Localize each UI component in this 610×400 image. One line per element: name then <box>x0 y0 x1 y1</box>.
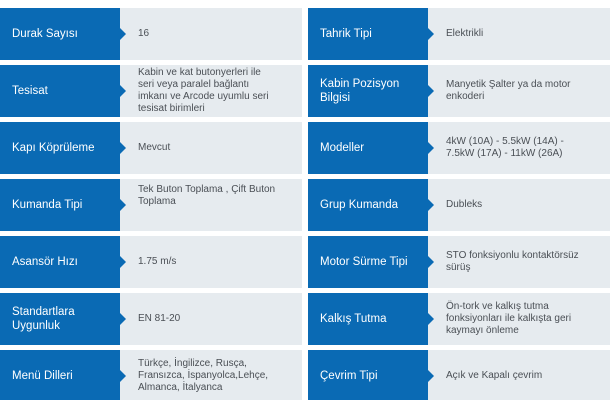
spec-label: Asansör Hızı <box>0 236 120 288</box>
arrow-marker <box>120 313 126 325</box>
spec-value: Manyetik Şalter ya da motor enkoderi <box>428 65 610 117</box>
arrow-marker <box>428 256 434 268</box>
spec-label: Tesisat <box>0 65 120 117</box>
spec-value: Ön-tork ve kalkış tutma fonksiyonları ile kalkışta geri kaymayı önleme <box>428 293 610 345</box>
spec-value: 1.75 m/s <box>120 236 302 288</box>
spec-value: 16 <box>120 8 302 60</box>
arrow-marker <box>120 199 126 211</box>
spec-column-left <box>0 8 302 400</box>
spec-row-kumanda-tipi <box>0 179 302 231</box>
spec-label: Kabin Pozisyon Bilgisi <box>308 65 428 117</box>
spec-value: Açık ve Kapalı çevrim <box>428 350 610 400</box>
spec-value: EN 81-20 <box>120 293 302 345</box>
arrow-marker <box>428 142 434 154</box>
spec-label: Durak Sayısı <box>0 8 120 60</box>
spec-label: Çevrim Tipi <box>308 350 428 400</box>
spec-row-kapi-kopruleme <box>0 122 302 174</box>
spec-value: Elektrikli <box>428 8 610 60</box>
spec-row-kalkis-tutma <box>308 293 610 345</box>
arrow-marker <box>120 256 126 268</box>
spec-row-modeller <box>308 122 610 174</box>
arrow-marker <box>428 199 434 211</box>
spec-value: STO fonksiyonlu kontaktörsüz sürüş <box>428 236 610 288</box>
spec-row-cevrim-tipi <box>308 350 610 400</box>
spec-value: Tek Buton Toplama , Çift Buton Toplama <box>120 179 302 231</box>
spec-value: Türkçe, İngilizce, Rusça, Fransızca, İspanyolca,Lehçe, Almanca, İtalyanca <box>120 350 302 400</box>
spec-value: Kabin ve kat butonyerleri ile seri veya paralel bağlantı imkanı ve Arcode uyumlu seri tesisat birimleri <box>120 65 302 117</box>
arrow-marker <box>428 28 434 40</box>
arrow-marker <box>428 313 434 325</box>
spec-label: Standartlara Uygunluk <box>0 293 120 345</box>
spec-label: Grup Kumanda <box>308 179 428 231</box>
spec-row-menu-dilleri <box>0 350 302 400</box>
spec-label: Kalkış Tutma <box>308 293 428 345</box>
spec-row-motor-surme-tipi <box>308 236 610 288</box>
arrow-marker <box>428 370 434 382</box>
spec-row-grup-kumanda <box>308 179 610 231</box>
arrow-marker <box>120 28 126 40</box>
spec-row-durak-sayisi <box>0 8 302 60</box>
spec-label: Motor Sürme Tipi <box>308 236 428 288</box>
spec-value: Dubleks <box>428 179 610 231</box>
spec-row-asansor-hizi <box>0 236 302 288</box>
spec-label: Kapı Köprüleme <box>0 122 120 174</box>
spec-value: 4kW (10A) - 5.5kW (14A) - 7.5kW (17A) - 11kW (26A) <box>428 122 610 174</box>
spec-row-standartlara-uygunluk <box>0 293 302 345</box>
arrow-marker <box>428 85 434 97</box>
spec-label: Menü Dilleri <box>0 350 120 400</box>
spec-column-right <box>308 8 610 400</box>
spec-label: Kumanda Tipi <box>0 179 120 231</box>
spec-label: Tahrik Tipi <box>308 8 428 60</box>
spec-row-kabin-pozisyon-bilgisi <box>308 65 610 117</box>
spec-row-tahrik-tipi <box>308 8 610 60</box>
arrow-marker <box>120 142 126 154</box>
arrow-marker <box>120 85 126 97</box>
spec-label: Modeller <box>308 122 428 174</box>
spec-value: Mevcut <box>120 122 302 174</box>
arrow-marker <box>120 370 126 382</box>
spec-row-tesisat <box>0 65 302 117</box>
